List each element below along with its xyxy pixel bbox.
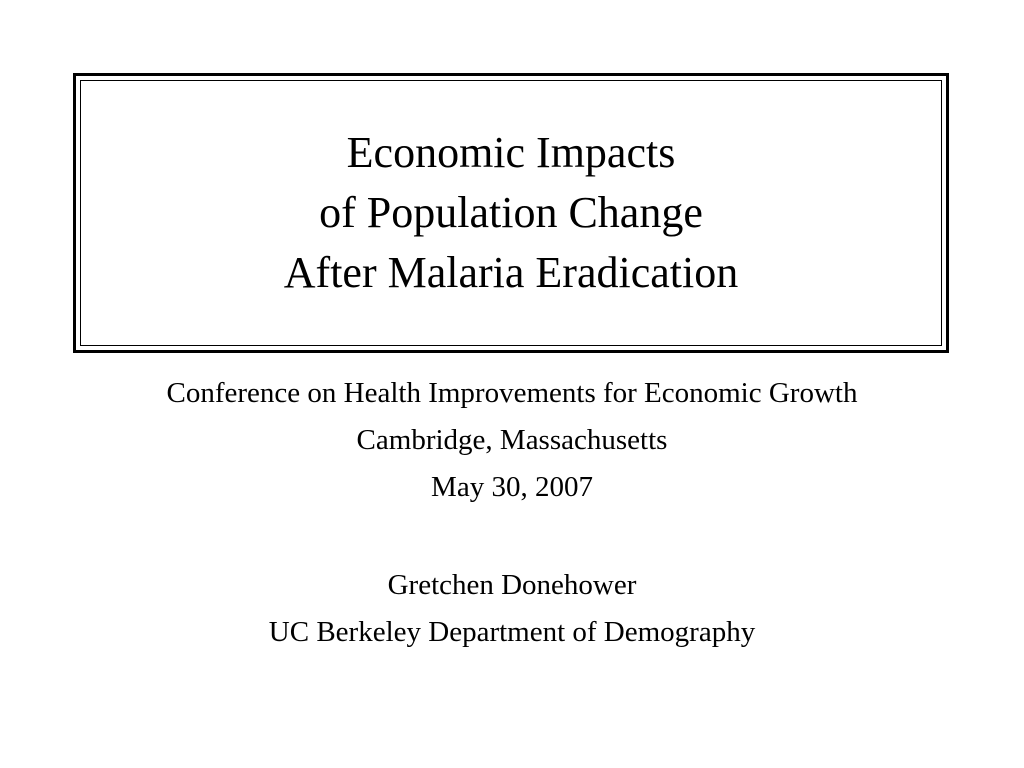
author-affiliation: UC Berkeley Department of Demography — [268, 616, 756, 648]
title-line-2: of Population Change — [319, 188, 703, 237]
title-line-3: After Malaria Eradication — [283, 248, 739, 297]
spacer — [0, 511, 1024, 562]
conference-date: May 30, 2007 — [431, 471, 593, 503]
title-line-1: Economic Impacts — [346, 128, 676, 177]
title-frame — [73, 73, 949, 353]
conference-name: Conference on Health Improvements for Economic Growth — [166, 377, 858, 409]
author-name: Gretchen Donehower — [387, 569, 637, 601]
subtitle-block — [0, 370, 1024, 656]
conference-location: Cambridge, Massachusetts — [356, 424, 668, 456]
title-frame-inner — [80, 80, 942, 346]
